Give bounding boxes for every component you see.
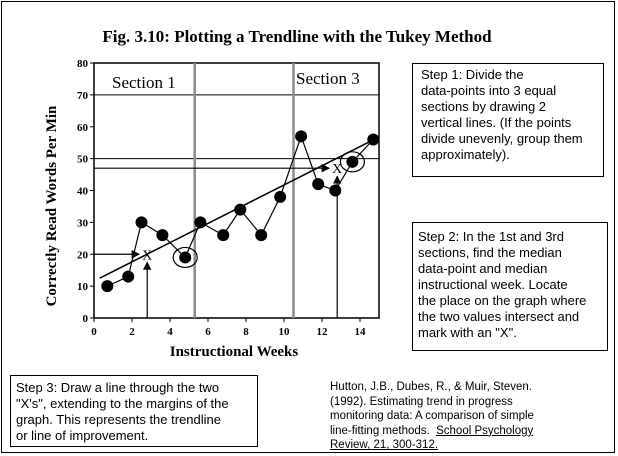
- data-point: [274, 191, 286, 203]
- x-tick-label: 4: [167, 326, 173, 338]
- citation-journal: School Psychology: [436, 424, 534, 437]
- x-axis: [91, 318, 366, 338]
- chart-title: Fig. 3.10: Plotting a Trendline with the Tukey Method: [102, 27, 492, 46]
- y-tick-label: 20: [77, 249, 88, 262]
- data-point: [346, 156, 358, 168]
- y-tick-label: 50: [77, 153, 88, 166]
- data-point: [312, 178, 324, 190]
- data-point: [136, 216, 148, 228]
- y-axis-label: Correctly Read Words Per Min: [44, 105, 60, 307]
- citation-line: Review, 21, 300-312.: [330, 439, 439, 451]
- step-3-line: "X's", extending to the margins of the: [16, 396, 229, 411]
- step-1-line: vertical lines. (If the points: [421, 115, 572, 130]
- data-point: [122, 271, 134, 283]
- section-1-label: Section 1: [112, 73, 176, 92]
- step-2-line: mark with an "X".: [418, 325, 517, 340]
- y-tick-label: 80: [77, 58, 88, 70]
- step-1-line: sections by drawing 2: [421, 99, 547, 114]
- y-axis: [77, 58, 94, 325]
- citation-line: (1992). Estimating trend in progress: [330, 395, 513, 408]
- data-point: [255, 229, 267, 241]
- y-tick-label: 70: [77, 89, 88, 102]
- data-point: [295, 130, 307, 142]
- step-2-line: data-point and median: [418, 261, 548, 276]
- x-tick-label: 0: [91, 326, 97, 338]
- y-tick-label: 10: [77, 281, 88, 294]
- citation-line: Hutton, J.B., Dubes, R., & Muir, Steven.: [330, 381, 532, 393]
- step-2-line: sections, find the median: [418, 245, 562, 260]
- x-tick-label: 6: [205, 326, 211, 338]
- step-2-line: instructional week. Locate: [418, 277, 568, 292]
- step-2-line: the place on the graph where: [418, 293, 587, 308]
- step-3-line: Step 3: Draw a line through the two: [16, 380, 220, 395]
- x-tick-label: 2: [129, 326, 135, 338]
- x-tick-label: 10: [278, 326, 290, 338]
- section-3-label: Section 3: [296, 69, 360, 88]
- citation-title-part: line-fitting methods.: [330, 424, 430, 437]
- step-2-line: the two values intersect and: [418, 309, 580, 324]
- step-2-line: Step 2: In the 1st and 3rd: [418, 229, 564, 244]
- data-point: [156, 229, 168, 241]
- x-tick-label: 14: [354, 326, 366, 338]
- data-point: [217, 229, 229, 241]
- data-point: [101, 280, 113, 292]
- median-x-mark: X: [142, 248, 153, 264]
- data-point: [329, 185, 341, 197]
- median-x-mark: X: [332, 162, 343, 178]
- step-1-line: Step 1: Divide the: [421, 67, 524, 82]
- step-3-note: [10, 375, 258, 447]
- y-tick-label: 40: [77, 185, 88, 198]
- y-tick-label: 30: [77, 217, 88, 230]
- step-3-line: graph. This represents the trendline: [16, 412, 221, 427]
- citation-line: [330, 424, 602, 439]
- step-3-line: or line of improvement.: [16, 428, 149, 443]
- x-tick-label: 12: [316, 326, 328, 338]
- y-tick-label: 0: [82, 313, 88, 325]
- citation-line: monitoring data: A comparison of simple: [330, 410, 534, 422]
- step-2-note: [412, 222, 608, 351]
- x-axis-label: Instructional Weeks: [169, 344, 299, 360]
- step-1-line: approximately).: [421, 147, 510, 162]
- step-1-note: [412, 63, 604, 177]
- step-1-line: divide unevenly, group them: [421, 131, 583, 146]
- y-tick-label: 60: [77, 121, 88, 134]
- x-tick-label: 8: [243, 326, 249, 338]
- step-1-line: data-points into 3 equal: [421, 83, 557, 98]
- citation: [330, 380, 602, 453]
- data-point: [179, 251, 191, 263]
